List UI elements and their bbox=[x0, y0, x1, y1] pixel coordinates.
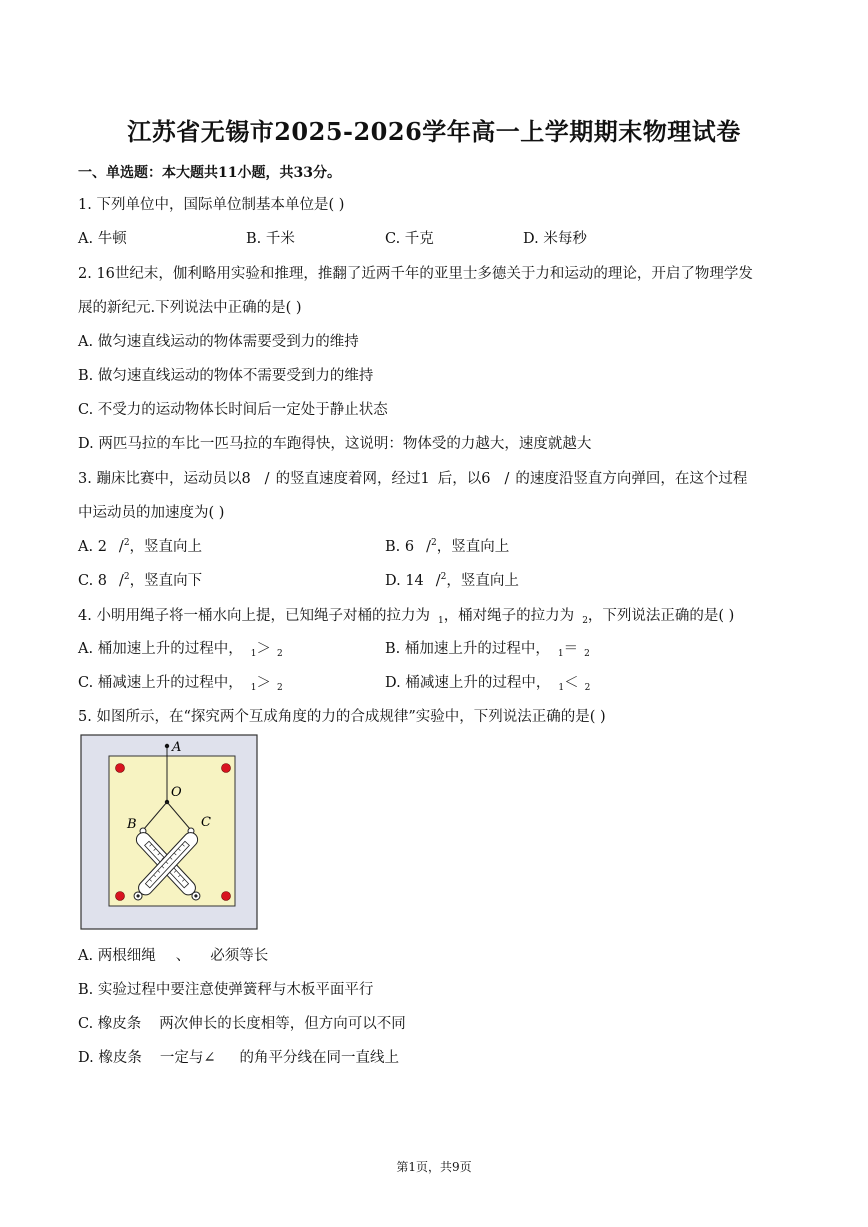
pin-icon bbox=[222, 892, 231, 901]
q3-option-d: D. 14 /$^2$，竖直向上 bbox=[385, 572, 519, 589]
pin-icon bbox=[116, 892, 125, 901]
pin-icon bbox=[222, 764, 231, 773]
pin-icon bbox=[116, 764, 125, 773]
q1-option-c: C. 千克 bbox=[385, 231, 434, 247]
q5-option-c: C. 橡皮条 两次伸长的长度相等，但方向可以不同 bbox=[78, 1016, 406, 1032]
q5-option-d: D. 橡皮条 一定与∠ 的角平分线在同一直线上 bbox=[78, 1050, 399, 1066]
q4-option-c: C. 桶减速上升的过程中， $_1$＞ $_2$ bbox=[78, 675, 283, 693]
q2-option-d: D. 两匹马拉的车比一匹马拉的车跑得快，这说明：物体受的力越大，速度就越大 bbox=[78, 436, 592, 452]
section-heading: 一、单选题：本大题共11小题，共33分。 bbox=[78, 165, 341, 181]
page-title: 江苏省无锡市2025-2026学年高一上学期期末物理试卷 bbox=[127, 117, 741, 146]
question-3-stem-line1: 3. 蹦床比赛中，运动员以8 / 的竖直速度着网，经过1 后，以6 / 的速度沿竖直方向弹回，在这个过程 bbox=[78, 471, 748, 487]
q2-option-b: B. 做匀速直线运动的物体不需要受到力的维持 bbox=[78, 368, 374, 384]
force-experiment-figure bbox=[80, 734, 258, 930]
label-a: A bbox=[172, 740, 182, 755]
label-o: O bbox=[171, 785, 182, 800]
question-1-stem: 1. 下列单位中，国际单位制基本单位是( ) bbox=[78, 197, 345, 213]
page-footer: 第1页，共9页 bbox=[396, 1160, 472, 1174]
q3-option-b: B. 6 /$^2$，竖直向上 bbox=[385, 538, 510, 555]
q4-option-a: A. 桶加速上升的过程中， $_1$＞ $_2$ bbox=[78, 641, 283, 659]
q2-option-a: A. 做匀速直线运动的物体需要受到力的维持 bbox=[78, 334, 359, 350]
q4-option-d: D. 桶减速上升的过程中， $_1$＜ $_2$ bbox=[385, 675, 591, 693]
question-3-stem-line2: 中运动员的加速度为( ) bbox=[78, 505, 225, 521]
q1-option-a: A. 牛顿 bbox=[78, 231, 127, 247]
label-c: C bbox=[201, 815, 211, 830]
q2-option-c: C. 不受力的运动物体长时间后一定处于静止状态 bbox=[78, 402, 388, 418]
point-a-marker bbox=[165, 744, 169, 748]
q5-option-a: A. 两根细绳 、 必须等长 bbox=[78, 948, 269, 964]
label-b: B bbox=[127, 817, 137, 832]
question-2-stem-line2: 展的新纪元.下列说法中正确的是( ) bbox=[78, 300, 302, 316]
q3-option-c: C. 8 /$^2$，竖直向下 bbox=[78, 572, 203, 589]
q1-option-b: B. 千米 bbox=[246, 231, 295, 247]
q4-option-b: B. 桶加速上升的过程中， $_1$＝ $_2$ bbox=[385, 641, 590, 659]
question-5-stem: 5. 如图所示，在“探究两个互成角度的力的合成规律”实验中，下列说法正确的是( ) bbox=[78, 709, 606, 725]
question-4-stem: 4. 小明用绳子将一桶水向上提，已知绳子对桶的拉力为 $_1$，桶对绳子的拉力为 $_2$，下列说法正确的是( ) bbox=[78, 608, 735, 626]
q1-option-d: D. 米每秒 bbox=[523, 231, 587, 247]
question-2-stem-line1: 2. 16世纪末，伽利略用实验和推理，推翻了近两千年的亚里士多德关于力和运动的理论，开启了物理学发 bbox=[78, 266, 753, 282]
q5-option-b: B. 实验过程中要注意使弹簧秤与木板平面平行 bbox=[78, 982, 374, 998]
q3-option-a: A. 2 /$^2$，竖直向上 bbox=[78, 538, 203, 555]
